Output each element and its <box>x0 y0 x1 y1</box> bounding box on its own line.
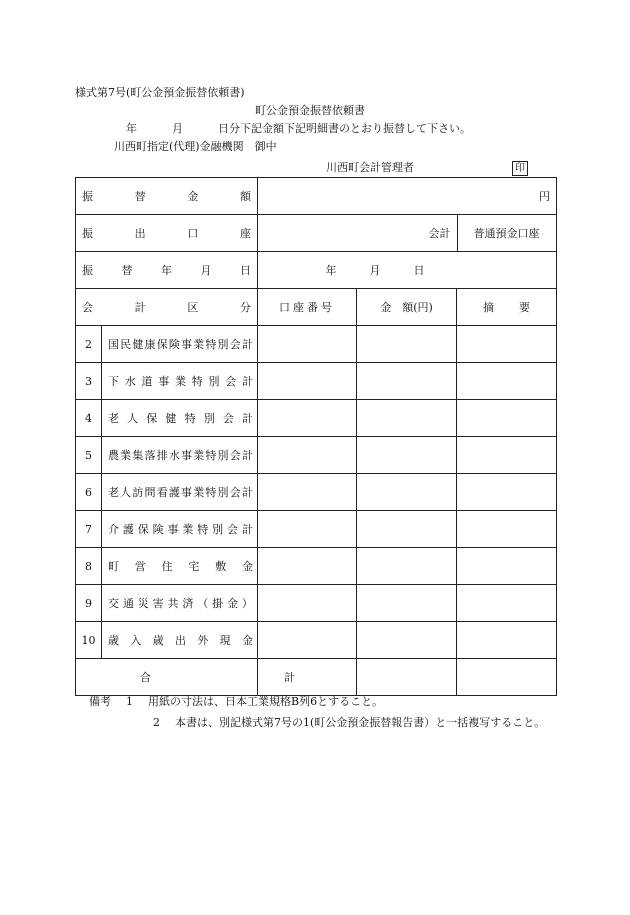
spread-label: 摘 要 <box>483 301 530 314</box>
total-label <box>76 659 258 696</box>
spread-label: 老 人 保 健 特 別 会 計 <box>108 412 253 425</box>
summary-cell[interactable] <box>457 474 557 511</box>
account-row <box>76 363 557 400</box>
account-number: 2 <box>76 326 102 363</box>
form-code: 様式第7号(町公金預金振替依頼書) <box>75 86 245 99</box>
account-row <box>76 511 557 548</box>
total-summary[interactable] <box>457 659 557 696</box>
account-number: 9 <box>76 585 102 622</box>
account-number: 10 <box>76 622 102 659</box>
total-left-char: 合 <box>140 671 151 684</box>
header-row <box>76 289 557 326</box>
note-2-text: 本書は、別記様式第7号の1(町公金預金振替報告書）と一括複写すること。 <box>175 716 546 729</box>
spread-label: 振 替 年 月 日 <box>82 264 251 277</box>
amount-cell[interactable] <box>357 326 457 363</box>
summary-cell[interactable] <box>457 511 557 548</box>
spread-label: 老 人 訪 問 看 護 事 業 特 別 会 計 <box>108 486 253 499</box>
column-summary <box>457 289 557 326</box>
date-line-year: 年 <box>126 122 137 135</box>
column-amount: 金 額(円) <box>357 289 457 326</box>
date-line <box>126 122 471 136</box>
spread-label: 振 替 金 額 <box>82 190 251 203</box>
account-row <box>76 474 557 511</box>
note-2 <box>153 716 545 730</box>
spread-label: 会 計 区 分 <box>82 301 251 314</box>
row-transfer-amount <box>76 178 557 215</box>
spread-label: 国 民 健 康 保 険 事 業 特 別 会 計 <box>108 338 253 351</box>
date-day: 日 <box>413 264 425 277</box>
amount-cell[interactable] <box>357 363 457 400</box>
account-row <box>76 585 557 622</box>
transfer-amount-label <box>76 178 258 215</box>
account-name <box>102 437 258 474</box>
total-right-char: 計 <box>284 671 295 684</box>
account-no-cell[interactable] <box>258 474 357 511</box>
date-year: 年 <box>325 264 337 277</box>
total-amount[interactable] <box>357 659 457 696</box>
transfer-amount-value[interactable] <box>258 178 557 215</box>
transfer-date-value[interactable] <box>258 252 557 289</box>
account-name <box>102 511 258 548</box>
summary-cell[interactable] <box>457 548 557 585</box>
account-name <box>102 326 258 363</box>
account-row <box>76 548 557 585</box>
notes-prefix: 備考 <box>89 695 111 708</box>
account-row <box>76 437 557 474</box>
spread-label: 歳 入 歳 出 外 現 金 <box>108 634 253 647</box>
transfer-date-label <box>76 252 258 289</box>
amount-cell[interactable] <box>357 400 457 437</box>
account-no-cell[interactable] <box>258 400 357 437</box>
note-1-no: 1 <box>126 695 133 708</box>
source-account-label <box>76 215 258 252</box>
account-no-cell[interactable] <box>258 363 357 400</box>
account-row <box>76 326 557 363</box>
kaikei-label: 会計 <box>428 227 451 240</box>
account-number: 7 <box>76 511 102 548</box>
note-1 <box>89 695 383 709</box>
amount-cell[interactable] <box>357 585 457 622</box>
total-row <box>76 659 557 696</box>
date-month: 月 <box>369 264 381 277</box>
account-type: 普通預金口座 <box>458 215 557 251</box>
account-no-cell[interactable] <box>258 511 357 548</box>
account-name <box>102 400 258 437</box>
account-number: 8 <box>76 548 102 585</box>
total-label-right <box>258 659 357 696</box>
spread-label: 介 護 保 険 事 業 特 別 会 計 <box>108 523 253 536</box>
addressee: 川西町指定(代理)金融機関 御中 <box>114 140 277 153</box>
date-line-text: 日分下記金額下記明細書のとおり振替して下さい。 <box>218 122 471 135</box>
amount-cell[interactable] <box>357 474 457 511</box>
spread-label: 町 営 住 宅 敷 金 <box>108 560 253 573</box>
spread-label: 交 通 災 害 共 済 （ 掛 金 ） <box>108 597 253 610</box>
seal-stamp-box: 印 <box>512 161 528 176</box>
kaikei-cell[interactable] <box>258 215 457 252</box>
account-no-cell[interactable] <box>258 437 357 474</box>
spread-label: 振 出 口 座 <box>82 227 251 240</box>
account-no-cell[interactable] <box>258 326 357 363</box>
account-row <box>76 622 557 659</box>
amount-cell[interactable] <box>357 437 457 474</box>
column-account-no: 口座番号 <box>258 289 357 326</box>
column-kubun <box>76 289 258 326</box>
account-no-cell[interactable] <box>258 622 357 659</box>
row-transfer-date <box>76 252 557 289</box>
amount-cell[interactable] <box>357 548 457 585</box>
summary-cell[interactable] <box>457 363 557 400</box>
amount-cell[interactable] <box>357 622 457 659</box>
note-2-no: 2 <box>153 716 160 729</box>
account-type-cell[interactable] <box>457 215 557 252</box>
account-no-cell[interactable] <box>258 548 357 585</box>
account-no-cell[interactable] <box>258 585 357 622</box>
account-number: 4 <box>76 400 102 437</box>
amount-cell[interactable] <box>357 511 457 548</box>
spread-label: 農 業 集 落 排 水 事 業 特 別 会 計 <box>108 449 253 462</box>
summary-cell[interactable] <box>457 437 557 474</box>
issuer: 川西町会計管理者 <box>326 161 414 174</box>
note-1-text: 用紙の寸法は、日本工業規格B列6とすること。 <box>148 695 384 708</box>
account-name <box>102 363 258 400</box>
summary-cell[interactable] <box>457 326 557 363</box>
transfer-table <box>75 177 557 696</box>
account-name <box>102 548 258 585</box>
account-number: 5 <box>76 437 102 474</box>
account-row <box>76 400 557 437</box>
summary-cell[interactable] <box>457 400 557 437</box>
summary-cell[interactable] <box>457 585 557 622</box>
yen-unit: 円 <box>539 190 550 203</box>
summary-cell[interactable] <box>457 622 557 659</box>
account-name <box>102 474 258 511</box>
account-name <box>102 622 258 659</box>
date-line-month: 月 <box>172 122 183 135</box>
account-number: 6 <box>76 474 102 511</box>
account-number: 3 <box>76 363 102 400</box>
row-source-account <box>76 215 557 252</box>
account-name <box>102 585 258 622</box>
form-title: 町公金預金振替依頼書 <box>255 104 365 117</box>
spread-label: 下 水 道 事 業 特 別 会 計 <box>108 375 253 388</box>
